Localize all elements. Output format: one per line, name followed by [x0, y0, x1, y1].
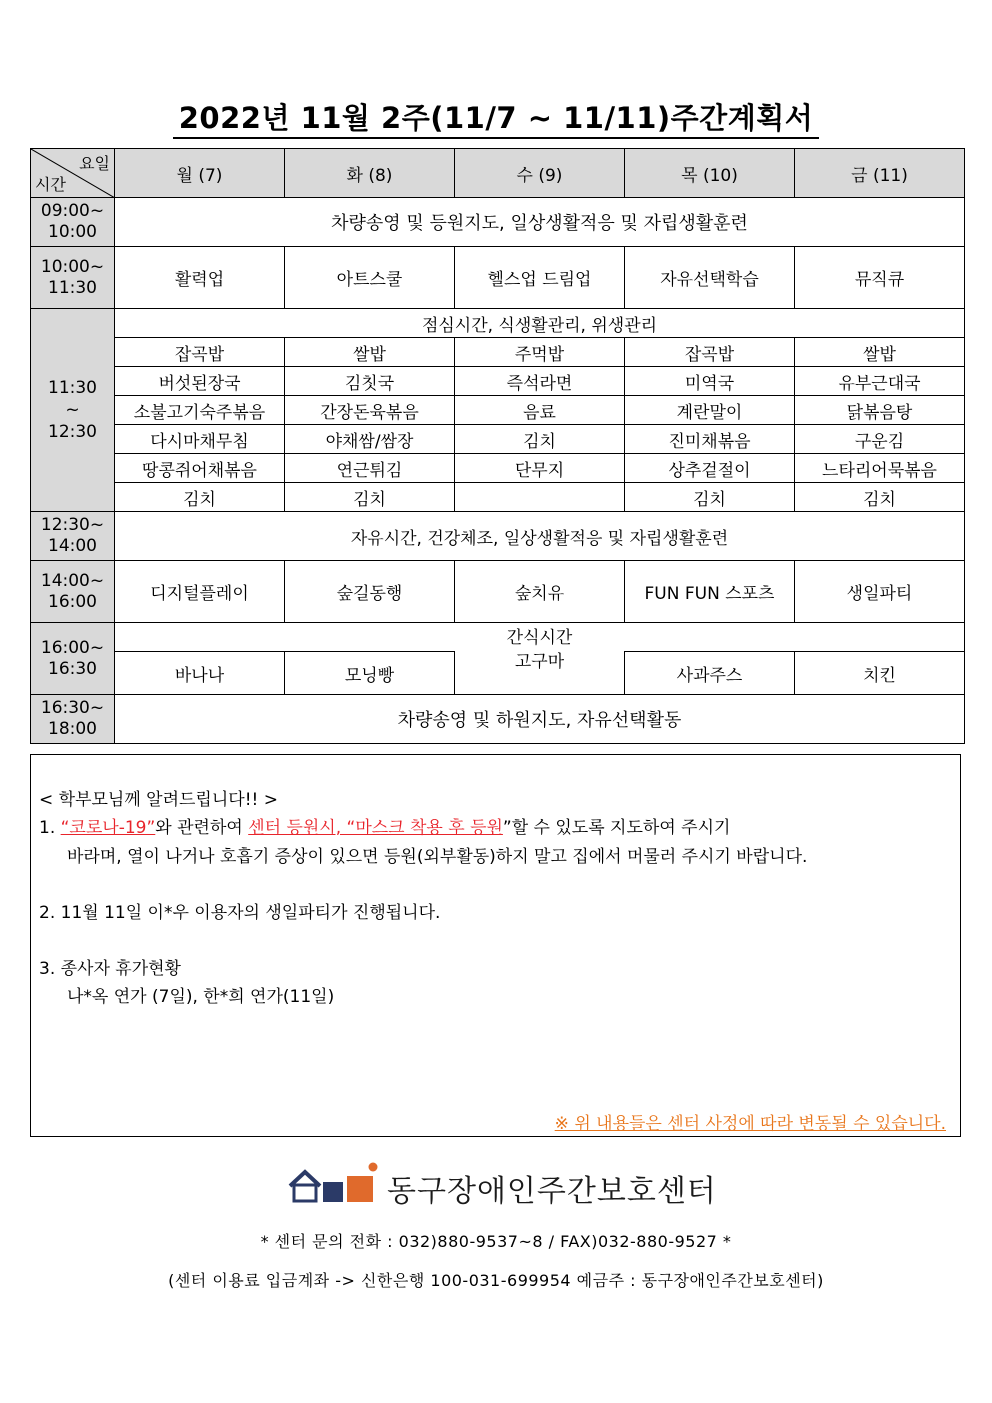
menu-item: 유부근대국: [795, 367, 965, 396]
notice-item-1: 1. “코로나-19”와 관련하여 센터 등원시, “마스크 착용 후 등원”할 수 있도록 지도하여 주시기: [39, 818, 731, 838]
day-header: 화 (8): [285, 149, 455, 198]
menu-item: 다시마채무침: [115, 425, 285, 454]
menu-item: 잡곡밥: [625, 338, 795, 367]
day-header: 목 (10): [625, 149, 795, 198]
notice-heading: < 학부모님께 알려드립니다!! >: [39, 790, 278, 810]
time-cell: 09:00~ 10:00: [31, 198, 115, 247]
snack-header-left: [285, 623, 455, 652]
day-header: 금 (11): [795, 149, 965, 198]
snack-header-row: [31, 623, 965, 652]
snack-header-right: [625, 623, 795, 652]
notice-box: [30, 754, 961, 1137]
contact-phone: * 센터 문의 전화 : 032)880-9537~8 / FAX)032-880-9527 *: [260, 1232, 732, 1251]
corner-cell: [31, 149, 115, 198]
menu-item: 쌀밥: [285, 338, 455, 367]
time-cell: 14:00~ 16:00: [31, 561, 115, 623]
program-cell: 디지털플레이: [115, 561, 285, 623]
lunch-header: 점심시간, 식생활관리, 위생관리: [115, 309, 965, 338]
program-cell: 생일파티: [795, 561, 965, 623]
program-cell: 숲길동행: [285, 561, 455, 623]
notice-item-3-detail: 나*옥 연가 (7일), 한*희 연가(11일): [67, 987, 335, 1007]
menu-item: 잡곡밥: [115, 338, 285, 367]
menu-row: [31, 396, 965, 425]
menu-item: 간장돈육볶음: [285, 396, 455, 425]
program-cell: 아트스쿨: [285, 247, 455, 309]
menu-item: 단무지: [455, 454, 625, 483]
snack-item: 치킨: [795, 652, 965, 695]
page-title: 2022년 11월 2주(11/7 ~ 11/11)주간계획서: [0, 96, 992, 137]
menu-item: 쌀밥: [795, 338, 965, 367]
menu-item: 야채쌈/쌈장: [285, 425, 455, 454]
menu-item: 진미채볶음: [625, 425, 795, 454]
table-row: [31, 247, 965, 309]
menu-item: 버섯된장국: [115, 367, 285, 396]
menu-item: 음료: [455, 396, 625, 425]
header-row: [31, 149, 965, 198]
snack-item: 바나나: [115, 652, 285, 695]
menu-item: 김치: [455, 425, 625, 454]
program-cell: 뮤직큐: [795, 247, 965, 309]
snack-header-right: [795, 623, 965, 652]
menu-item: 연근튀김: [285, 454, 455, 483]
menu-item: 즉석라면: [455, 367, 625, 396]
activity-cell: 자유시간, 건강체조, 일상생활적응 및 자립생활훈련: [115, 512, 965, 561]
menu-item: 김치: [625, 483, 795, 512]
program-cell: 숲치유: [455, 561, 625, 623]
table-row: [31, 695, 965, 744]
program-cell: 활력업: [115, 247, 285, 309]
menu-item: 상추겉절이: [625, 454, 795, 483]
menu-item: 계란말이: [625, 396, 795, 425]
org-logo: [287, 1162, 717, 1209]
table-row: [31, 561, 965, 623]
snack-header: 간식시간 고구마: [455, 623, 625, 695]
activity-cell: 차량송영 및 등원지도, 일상생활적응 및 자립생활훈련: [115, 198, 965, 247]
menu-item: [455, 483, 625, 512]
time-cell: 12:30~ 14:00: [31, 512, 115, 561]
house-logo-icon: [287, 1162, 383, 1208]
program-cell: 자유선택학습: [625, 247, 795, 309]
notice-item-1-cont: 바라며, 열이 나거나 호흡기 증상이 있으면 등원(외부활동)하지 말고 집에서 머물러 주시기 바랍니다.: [67, 847, 808, 867]
menu-row: [31, 425, 965, 454]
table-row: [31, 512, 965, 561]
snack-item: 고구마: [514, 652, 565, 672]
menu-item: 땅콩쥐어채볶음: [115, 454, 285, 483]
menu-item: 김치: [115, 483, 285, 512]
menu-item: 김치: [285, 483, 455, 512]
program-cell: 헬스업 드림업: [455, 247, 625, 309]
corner-time-label: 시간: [35, 175, 66, 194]
snack-item: 모닝빵: [285, 652, 455, 695]
menu-item: 김치: [795, 483, 965, 512]
snack-item: 사과주스: [625, 652, 795, 695]
menu-row: [31, 367, 965, 396]
corner-day-label: 요일: [79, 154, 110, 173]
activity-cell: 차량송영 및 하원지도, 자유선택활동: [115, 695, 965, 744]
lunch-header-row: [31, 309, 965, 338]
program-cell: FUN FUN 스포츠: [625, 561, 795, 623]
weekly-plan-table: [30, 148, 965, 744]
menu-item: 미역국: [625, 367, 795, 396]
menu-item: 느타리어묵볶음: [795, 454, 965, 483]
bank-account: (센터 이용료 입금계좌 -> 신한은행 100-031-699954 예금주 : 동구장애인주간보호센터): [168, 1271, 824, 1290]
time-cell: 11:30 ~ 12:30: [31, 309, 115, 512]
time-cell: 16:30~ 18:00: [31, 695, 115, 744]
notice-item-2: 2. 11월 11일 이*우 이용자의 생일파티가 진행됩니다.: [39, 903, 441, 923]
day-header: 수 (9): [455, 149, 625, 198]
menu-item: 소불고기숙주볶음: [115, 396, 285, 425]
time-cell: 16:00~ 16:30: [31, 623, 115, 695]
menu-item: 김칫국: [285, 367, 455, 396]
table-row: [31, 198, 965, 247]
day-header: 월 (7): [115, 149, 285, 198]
snack-header-left: [115, 623, 285, 652]
menu-row: [31, 338, 965, 367]
notice-item-3: 3. 종사자 휴가현황: [39, 959, 181, 979]
menu-row: [31, 454, 965, 483]
menu-item: 구운김: [795, 425, 965, 454]
menu-item: 주먹밥: [455, 338, 625, 367]
menu-item: 닭볶음탕: [795, 396, 965, 425]
menu-row: [31, 483, 965, 512]
time-cell: 10:00~ 11:30: [31, 247, 115, 309]
org-name: 동구장애인주간보호센터: [387, 1174, 717, 1209]
notice-footnote: ※ 위 내용들은 센터 사정에 따라 변동될 수 있습니다.: [554, 1114, 946, 1134]
